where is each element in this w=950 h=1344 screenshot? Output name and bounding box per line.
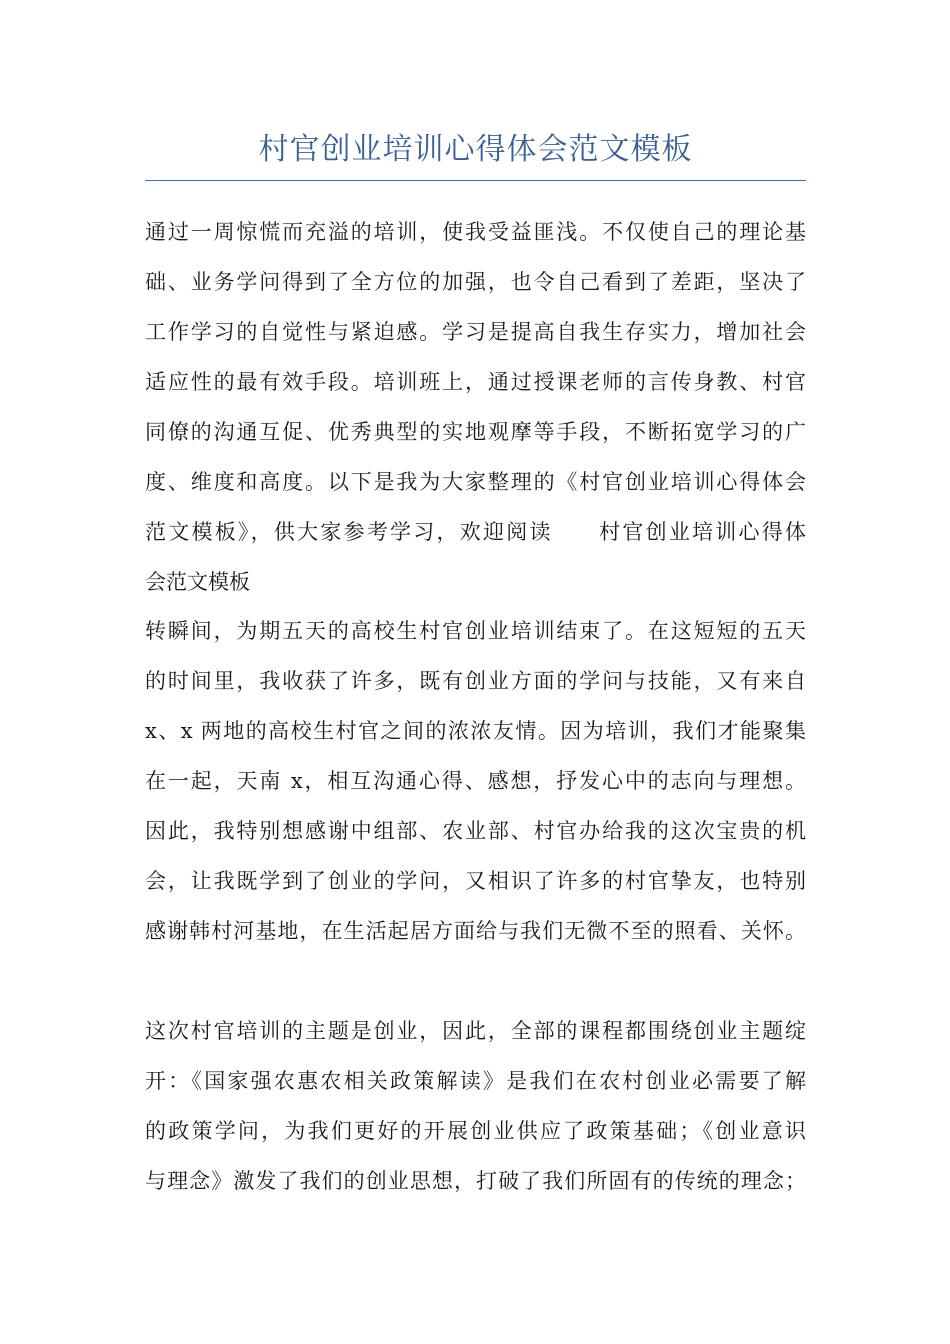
text-line: 这次村官培训的主题是创业，因此，全部的课程都围绕创业主题绽 <box>145 1019 806 1043</box>
text-line: x、x 两地的高校生村官之间的浓浓友情。因为培训，我们才能聚集 <box>145 719 806 743</box>
text-line: 的时间里，我收获了许多，既有创业方面的学问与技能，又有来自 <box>145 669 806 693</box>
text-line: 感谢韩村河基地，在生活起居方面给与我们无微不至的照看、关怀。 <box>145 919 806 943</box>
text-line: 因此，我特别想感谢中组部、农业部、村官办给我的这次宝贵的机 <box>145 819 806 843</box>
paragraph-training-summary <box>145 606 806 956</box>
text-line: 适应性的最有效手段。培训班上，通过授课老师的言传身教、村官 <box>145 370 806 394</box>
text-line: 通过一周惊慌而充溢的培训，使我受益匪浅。不仅使自己的理论基 <box>145 220 806 244</box>
text-line: 与理念》激发了我们的创业思想，打破了我们所固有的传统的理念； <box>145 1169 806 1193</box>
text-line: 度、维度和高度。以下是我为大家整理的《村官创业培训心得体会 <box>145 470 806 494</box>
text-line: 同僚的沟通互促、优秀典型的实地观摩等手段，不断拓宽学习的广 <box>145 420 806 444</box>
text-line: 转瞬间，为期五天的高校生村官创业培训结束了。在这短短的五天 <box>145 619 806 643</box>
paragraph-intro <box>145 207 806 607</box>
text-line: 的政策学问，为我们更好的开展创业供应了政策基础；《创业意识 <box>145 1119 806 1143</box>
text-line: 范文模板》，供大家参考学习，欢迎阅读 村官创业培训心得体 <box>145 520 806 544</box>
title-underline <box>145 180 806 181</box>
paragraph-course-topics <box>145 1006 806 1206</box>
text-line: 础、业务学问得到了全方位的加强，也令自己看到了差距，坚决了 <box>145 270 806 294</box>
text-line: 在一起，天南 x，相互沟通心得、感想，抒发心中的志向与理想。 <box>145 769 806 793</box>
text-line: 会范文模板 <box>145 570 250 594</box>
document-title: 村官创业培训心得体会范文模板 <box>258 132 693 167</box>
text-line: 会，让我既学到了创业的学问，又相识了许多的村官挚友，也特别 <box>145 869 806 893</box>
text-line: 工作学习的自觉性与紧迫感。学习是提高自我生存实力，增加社会 <box>145 320 806 344</box>
text-line: 开：《国家强农惠农相关政策解读》是我们在农村创业必需要了解 <box>145 1069 806 1093</box>
